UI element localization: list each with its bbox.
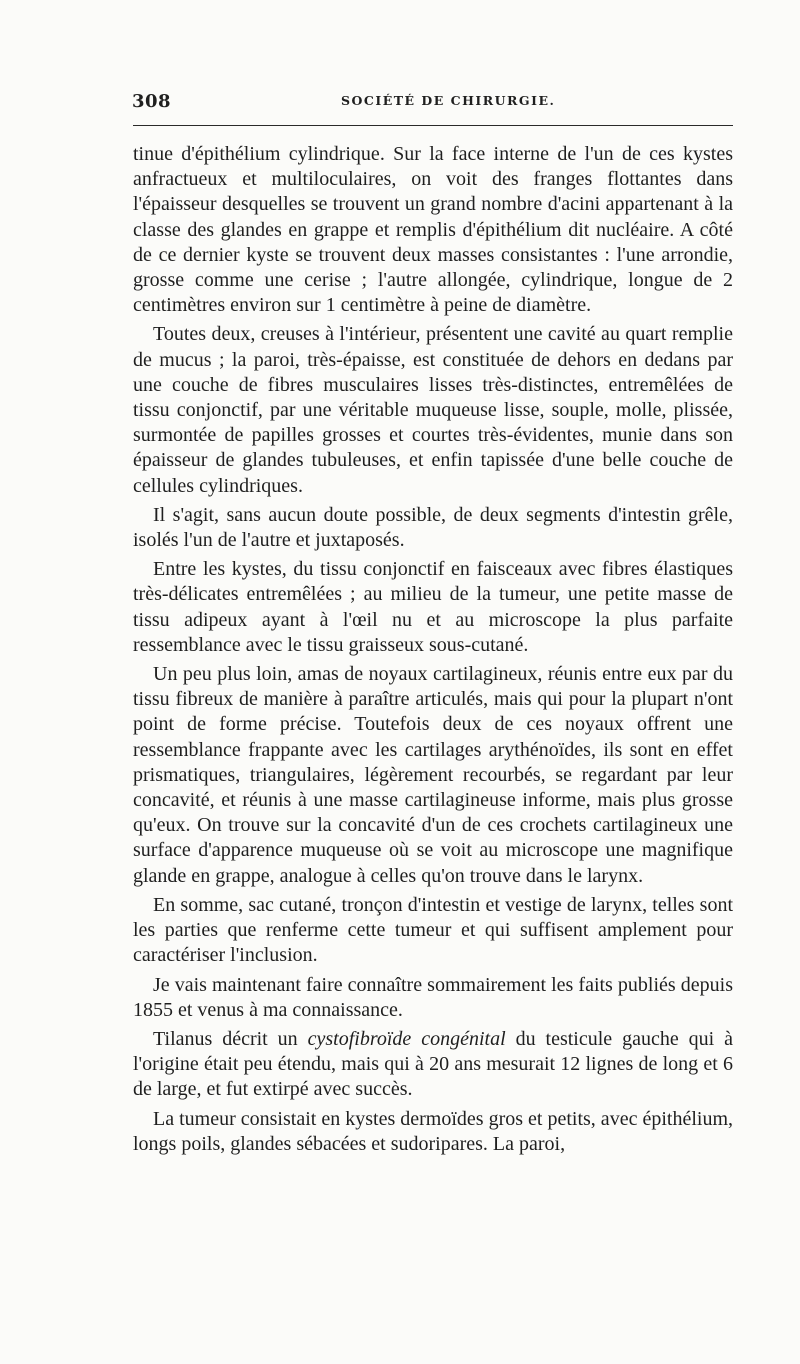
- paragraph-tilanus: [133, 1027, 733, 1103]
- tilanus-text-before: Tilanus décrit un: [153, 1027, 308, 1050]
- tilanus-text-after: du testicule gauche qui à l'origine était peu étendu, mais qui à 20 ans mesurait 12 lignes de long et 6 de large, et fut extirpé avec succès.: [133, 1027, 733, 1101]
- paragraph-connective-tissue: Entre les kystes, du tissu conjonctif en faisceaux avec fibres élastiques très-délicates entremêlées ; au milieu de la tumeur, une petite masse de tissu adipeux ayant à l'œil nu et au microscope la plus parfaite ressemblance avec le tissu graisseux sous-cutané.: [133, 558, 733, 656]
- running-head: SOCIÉTÉ DE CHIRURGIE.: [341, 93, 556, 108]
- paragraph-continuation: tinue d'épithélium cylindrique. Sur la face interne de l'un de ces kystes anfractueux et multiloculaires, on voit des franges flottantes dans l'épaisseur desquelles se trouvent un grand nombre d'acini appartenant à la classe des glandes en grappe et remplis d'épithélium dit nucléaire. A côté de ce dernier kyste se trouvent deux masses consistantes : l'une arrondie, grosse comme une cerise ; l'autre allongée, cylindrique, longue de 2 centimètres environ sur 1 centimètre à peine de diamètre.: [133, 143, 733, 317]
- paragraph-intestine-segments: Toutes deux, creuses à l'intérieur, présentent une cavité au quart remplie de mucus ; la paroi, très-épaisse, est constituée de dehors en dedans par une couche de fibres musculaires lisses très-distinctes, entremêlées de tissu conjonctif, par une véritable muqueuse lisse, souple, molle, plissée, surmontée de papilles grosses et courtes très-évidentes, munie dans son épaisseur de glandes tubuleuses, et enfin tapissée d'une belle couche de cellules cylindriques.: [133, 323, 733, 497]
- body-text: [133, 142, 733, 1161]
- paragraph-summary: En somme, sac cutané, tronçon d'intestin et vestige de larynx, telles sont les parties que renferme cette tumeur et qui suffisent amplement pour caractériser l'inclusion.: [133, 893, 733, 967]
- paragraph-published-facts: Je vais maintenant faire connaître sommairement les faits publiés depuis 1855 et venus à ma connaissance.: [133, 973, 733, 1021]
- paragraph-conclusion-intestine: Il s'agit, sans aucun doute possible, de deux segments d'intestin grêle, isolés l'un de l'autre et juxtaposés.: [133, 503, 733, 552]
- paragraph-tumor-description: La tumeur consistait en kystes dermoïdes gros et petits, avec épithélium, longs poils, glandes sébacées et sudoripares. La paroi,: [133, 1107, 733, 1155]
- paragraph-cartilage: Un peu plus loin, amas de noyaux cartilagineux, réunis entre eux par du tissu fibreux de manière à paraître articulés, mais qui pour la plupart n'ont point de forme précise. Toutefois deux de ces noyaux offrent une ressemblance frappante avec les cartilages arythénoïdes, ils sont en effet prismatiques, triangulaires, légèrement recourbés, se regardant par leur concavité, et réunis à une masse cartilagineuse informe, mais plus grosse qu'eux. On trouve sur la concavité d'un de ces crochets cartilagineux une surface d'apparence muqueuse où se voit au microscope une magnifique glande en grappe, analogue à celles qu'on trouve dans le larynx.: [133, 663, 733, 887]
- tilanus-italic-term: cystofibroïde congénital: [307, 1027, 506, 1050]
- page-number: 308: [132, 91, 172, 112]
- header-rule: [133, 125, 733, 126]
- page-header: [132, 91, 732, 115]
